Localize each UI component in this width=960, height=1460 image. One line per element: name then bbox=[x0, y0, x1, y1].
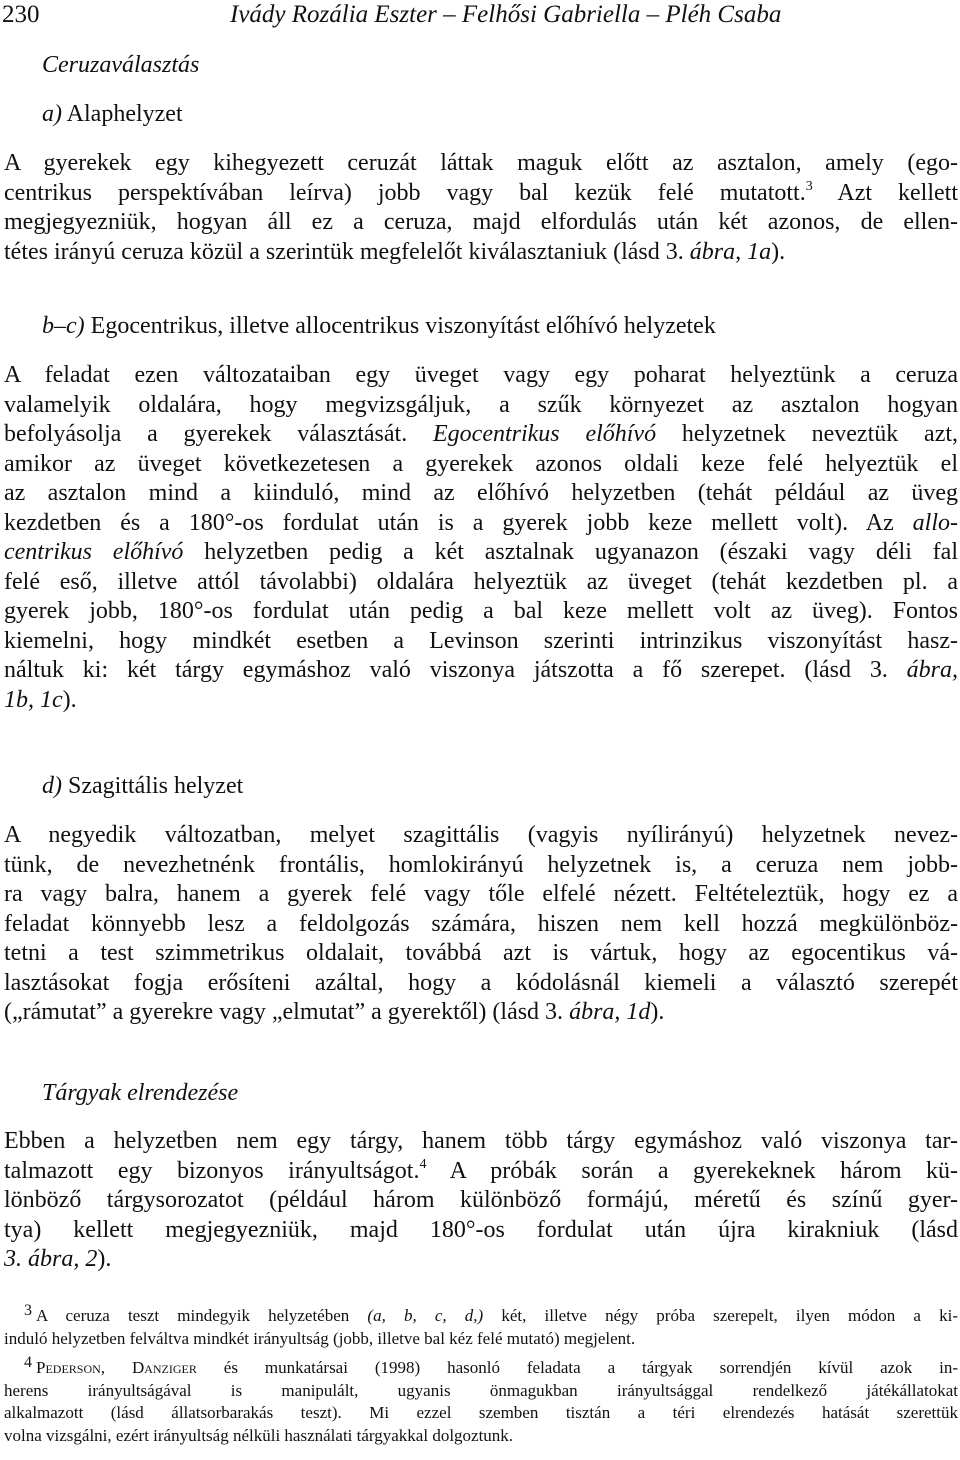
footnote-3 bbox=[4, 1302, 958, 1350]
text-line: A gyerekek egy kihegyezett ceruzát láttak maguk előtt az asztalon, amely (ego- bbox=[4, 150, 958, 176]
footnote-ref-3: 3 bbox=[805, 178, 813, 194]
text-line: tetni a test szimmetrikus oldalait, továbbá azt is vártuk, hogy az egocentikus vá- bbox=[4, 940, 958, 966]
text-line: A feladat ezen változataiban egy üveget vagy egy poharat helyeztünk a ceruza bbox=[4, 362, 958, 388]
text-line: tya) kellett megjegyezniük, majd 180°-os fordulat után újra kirakniuk (lásd bbox=[4, 1216, 958, 1243]
text-line: talmazott egy bizonyos irányultságot.$^4$ A próbák során a gyerekeknek három kü- bbox=[4, 1156, 958, 1184]
paragraph-targyak bbox=[4, 1127, 958, 1275]
subsection-heading-szagittalis bbox=[42, 771, 243, 801]
text-line: feladat könnyebb lesz a feldolgozás számára, hiszen nem kell hozzá megkülönböz- bbox=[4, 910, 958, 937]
page-number: 230 bbox=[2, 1, 40, 28]
paragraph-alaphelyzet bbox=[4, 149, 958, 267]
text-line: centrikus előhívó helyzetben pedig a két asztalnak ugyanazon (északi vagy déli fal bbox=[4, 539, 958, 565]
text-line: 1b, 1c). bbox=[4, 686, 77, 713]
text-line: náltuk ki: két tárgy egymáshoz való viszonya játszotta a fő szerepet. (lásd 3. ábra, bbox=[4, 657, 958, 683]
footnote-4 bbox=[4, 1354, 958, 1447]
text-line: Ebben a helyzetben nem egy tárgy, hanem több tárgy egymáshoz való viszonya tar- bbox=[4, 1128, 958, 1154]
subsection-title: Szagittális helyzet bbox=[62, 773, 244, 799]
text-line: lasztásokat fogja erősíteni azáltal, hogy a kódolásnál kiemeli a választó szerepét bbox=[4, 969, 958, 996]
text-line: tünk, de nevezhetnénk frontális, homlokirányú helyzetnek is, a ceruza nem jobb- bbox=[4, 851, 958, 878]
subsection-label: a) bbox=[42, 101, 62, 127]
page-header bbox=[2, 0, 958, 30]
running-head-authors: Ivády Rozália Eszter – Felhősi Gabriella – Pléh Csaba bbox=[230, 1, 782, 28]
subsection-title: Egocentrikus, illetve allocentrikus viszonyítást előhívó helyzetek bbox=[84, 313, 716, 339]
footnote-line: herens irányultságával is manipulált, ugyanis önmagukban irányultsággal rendelkező játékállatokat bbox=[4, 1380, 958, 1400]
paragraph-elohivo bbox=[4, 361, 958, 715]
text-line: gyerek jobb, 180°-os fordulat után pedig a bal keze mellett volt az üveg). Fontos bbox=[4, 598, 958, 624]
subsection-heading-alaphelyzet bbox=[42, 99, 183, 129]
text-line: centrikus perspektívában leírva) jobb vagy bal kezük felé mutatott.$^3$ Azt kellett bbox=[4, 178, 958, 206]
text-line: valamelyik oldalára, hogy megvizsgáljuk, a szűk környezet az asztalon hogyan bbox=[4, 391, 958, 418]
text-line: megjegyezniük, hogyan áll ez a ceruza, majd elfordulás után két azonos, de ellen- bbox=[4, 209, 958, 235]
text-line: („rámutat” a gyerekre vagy „elmutat” a gyerektől) (lásd 3. ábra, 1d). bbox=[4, 999, 665, 1025]
text-line: befolyásolja a gyerekek választását. Egocentrikus előhívó helyzetnek neveztük azt, bbox=[4, 421, 959, 447]
text-line: tétes irányú ceruza közül a szerintük megfelelőt kiválasztaniuk (lásd 3. ábra, 1a). bbox=[4, 238, 786, 265]
text-line: kiemelni, hogy mindkét esetben a Levinson szerinti intrinzikus viszonyítást hasz- bbox=[4, 627, 958, 654]
footnote-line: volna vizsgálni, ezért irányultság nélküli használati tárgyakkal dolgoztunk. bbox=[4, 1425, 514, 1445]
footnote-ref-4: 4 bbox=[419, 1156, 427, 1172]
text-line: A negyedik változatban, melyet szagittális (vagyis nyílirányú) helyzetnek nevez- bbox=[4, 822, 958, 848]
text-line: 3. ábra, 2). bbox=[4, 1246, 112, 1272]
footnote-line: 3 A ceruza teszt mindegyik helyzetében (a, b, c, d,) két, illetve négy próba szerepelt, ilyen módon a ki- bbox=[24, 1302, 958, 1325]
footnote-line: alkalmazott (lásd állatsorbarakás teszt). Mi ezzel szemben tisztán a téri elrendezés hatását szerettük bbox=[4, 1403, 958, 1422]
section-heading-ceruzavalasztas: Ceruzaválasztás bbox=[42, 52, 200, 78]
subsection-label: d) bbox=[42, 773, 62, 799]
section-heading-targyak: Tárgyak elrendezése bbox=[42, 1080, 239, 1106]
footnote-line: induló helyzetben felváltva mindkét irányultság (jobb, illetve bal kéz felé mutató) megjelent. bbox=[4, 1328, 636, 1348]
text-line: felé eső, illetve attól távolabbi) oldalára helyeztük az üveget (tehát kezdetben pl. a bbox=[4, 568, 958, 595]
text-line: kezdetben és a 180°-os fordulat után is a gyerek jobb keze mellett volt). Az allo- bbox=[4, 509, 958, 536]
subsection-label: b–c) bbox=[42, 313, 85, 339]
paragraph-szagittalis bbox=[4, 821, 958, 1028]
text-line: az asztalon mind a kiinduló, mind az előhívó helyzetben (tehát például az üveg bbox=[4, 480, 958, 506]
subsection-heading-bc bbox=[42, 311, 716, 341]
footnote-line: 4 Pederson, Danziger és munkatársai (1998) hasonló feladata a tárgyak sorrendjén kívül azok in- bbox=[24, 1354, 958, 1377]
text-line: lönböző tárgysorozatot (például három különböző formájú, méretű és színű gyer- bbox=[4, 1187, 958, 1213]
text-line: ra vagy balra, hanem a gyerek felé vagy tőle elfelé nézett. Feltételeztük, hogy ez a bbox=[4, 881, 958, 907]
text-line: amikor az üveget következetesen a gyerekek azonos oldali keze felé helyeztük el bbox=[4, 450, 958, 477]
subsection-title: Alaphelyzet bbox=[62, 101, 183, 127]
